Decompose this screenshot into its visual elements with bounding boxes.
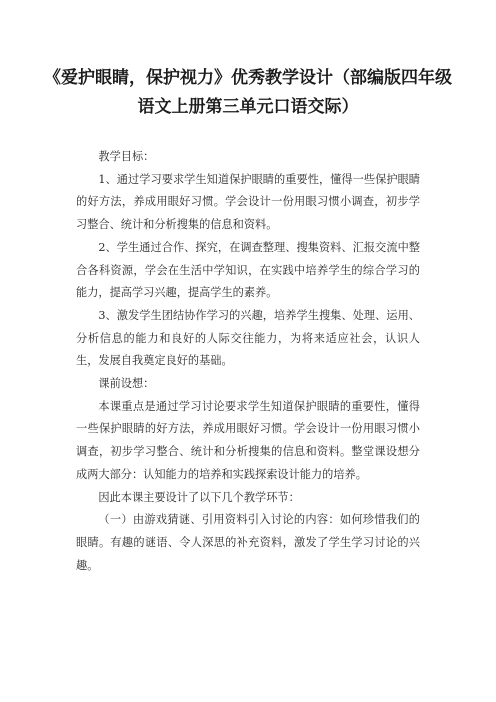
document-body xyxy=(76,146,420,577)
paragraph-teaching-steps-intro: 因此本课主要设计了以下几个教学环节： xyxy=(98,490,300,504)
paragraph-step-1: （一）由游戏猜谜、引用资料引入讨论的内容：如何珍惜我们的眼睛。有趣的谜语、令人深思的补充资料，激发了学生学习讨论的兴趣。 xyxy=(76,513,420,572)
paragraph-goal-3: 3、激发学生团结协作学习的兴趣，培养学生搜集、处理、运用、分析信息的能力和良好的人际交往能力，为将来适应社会，认识人生，发展自我奠定良好的基础。 xyxy=(76,308,420,368)
document-title: 《爱护眼睛，保护视力》优秀教学设计（部编版四年级语文上册第三单元口语交际） xyxy=(44,68,452,117)
section-heading-pre-class-ideas: 课前设想： xyxy=(98,377,155,391)
paragraph-pre-class-ideas: 本课重点是通过学习讨论要求学生知道保护眼睛的重要性，懂得一些保护眼睛的好方法，养成用眼好习惯。学会设计一份用眼习惯小调查，初步学习整合、统计和分析搜集的信息和资料。整堂课设想分成两大部分：认知能力的培养和实践探索设计能力的培养。 xyxy=(76,399,420,481)
section-heading-teaching-goals: 教学目标： xyxy=(98,150,155,163)
paragraph-goal-1: 1、通过学习要求学生知道保护眼睛的重要性，懂得一些保护眼睛的好方法，养成用眼好习惯。学会设计一份用眼习惯小调查，初步学习整合、统计和分析搜集的信息和资料。 xyxy=(76,172,420,232)
paragraph-goal-2: 2、学生通过合作、探究，在调查整理、搜集资料、汇报交流中整合各科资源，学会在生活中学知识，在实践中培养学生的综合学习的能力，提高学习兴趣，提高学生的素养。 xyxy=(76,240,420,300)
